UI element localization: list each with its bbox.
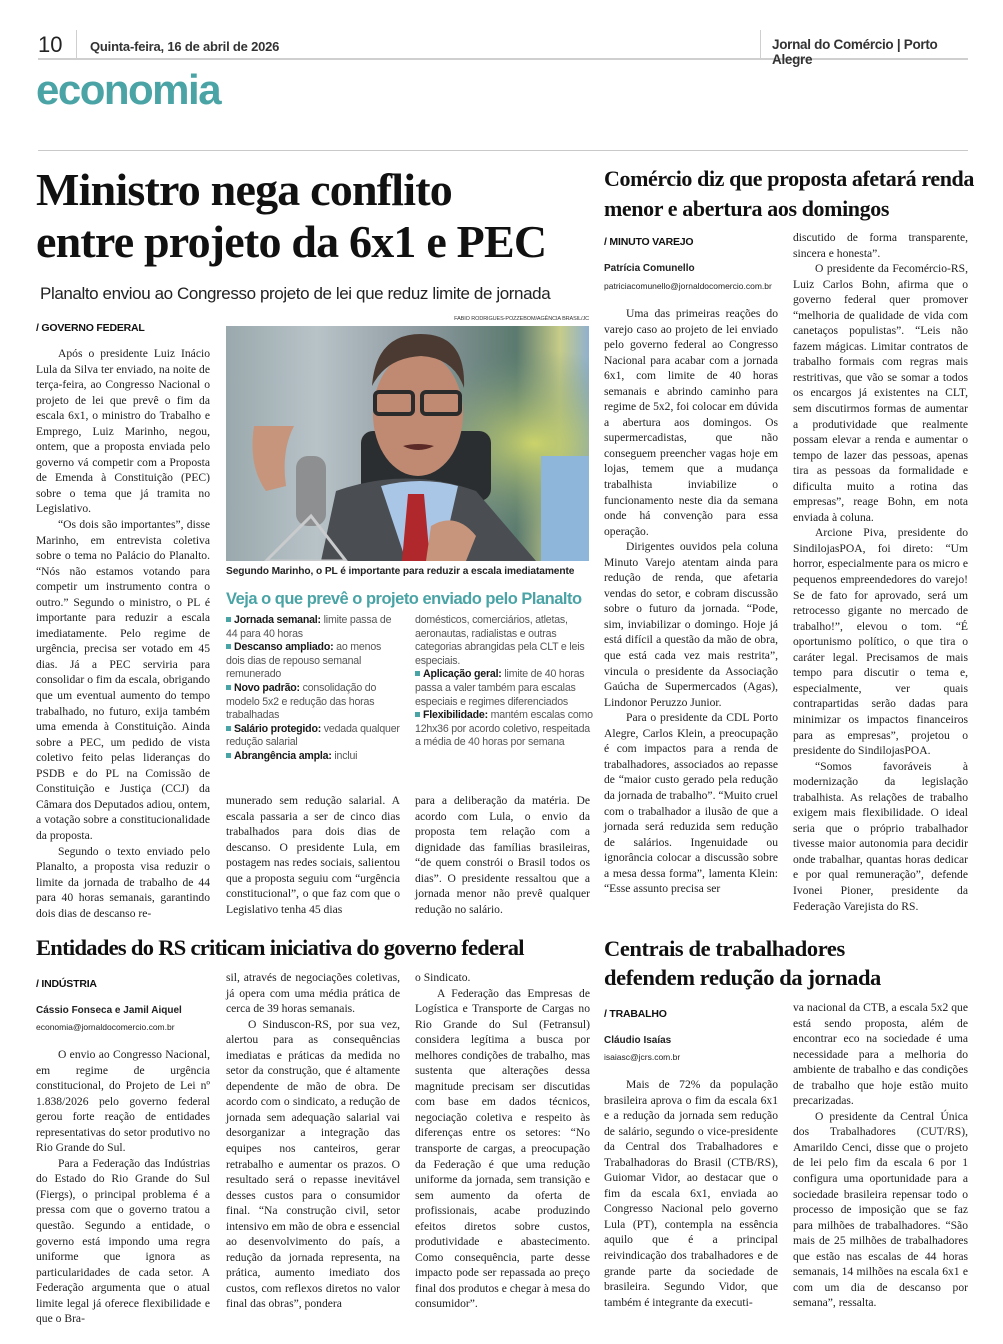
info-item-label: Flexibilidade: xyxy=(423,709,488,722)
section-title: economia xyxy=(36,66,221,113)
paragraph: Mais de 72% da população brasileira aprova o fim da escala 6x1 e a redução da jornada sem redução de salário, segundo o vice-presidente da Central dos Trabalhadores e Trabalhadoras do Brasil (CTB/RS), Guiomar Vidor, ao destacar que o fim da escala 6x1, enviada ao Congresso Nacional pelo governo Lula (PT), contempla na essência aquilo que é a principal reivindicação dos trabalhadores e de grande parte da sociedade de brasileira. Segundo Vidor, que também é integrante da executi- xyxy=(604,1078,778,1309)
square-bullet-icon xyxy=(226,644,231,649)
entidades-kicker: / INDÚSTRIA xyxy=(36,978,97,990)
paragraph: munerado sem redução salarial. A escala passaria a ser de cinco dias trabalhados para dois dias de descanso. O presidente Lula, em postagem nas redes sociais, salientou que a proposta seguiu com “urgência constitucional”, o que faz com que o Legislativo tenha 45 dias xyxy=(226,794,400,916)
paragraph: va nacional da CTB, a escala 5x2 que está sendo proposta, além de encontrar eco na sociedade é uma necessidade para a melhoria do ambiente de trabalho e das condições de trabalho que hoje estão muito precarizadas. xyxy=(793,1001,968,1108)
info-box-continuation: domésticos, comerciários, atletas, aeronautas, radialistas e outras categorias abrangidas pela CLT e leis especiais. xyxy=(415,614,585,667)
newspaper-name: Jornal do Comércio | Porto Alegre xyxy=(772,37,938,67)
main-article-col3 xyxy=(415,793,590,917)
main-subheadline: Planalto enviou ao Congresso projeto de lei que reduz limite de jornada xyxy=(40,284,551,303)
centrais-headline xyxy=(604,934,974,992)
paragraph: para a deliberação da matéria. De acordo com Lula, o envio da proposta tem relação com a dignidade das famílias brasileiras, “de quem constrói o Brasil todos os dias”. O presidente ressaltou que a jornada menor não prevê qualquer redução no salário. xyxy=(415,794,590,916)
main-headline xyxy=(36,164,596,268)
info-box-title: Veja o que prevê o projeto enviado pelo Planalto xyxy=(226,590,582,608)
paragraph: Dirigentes ouvidos pela coluna Minuto Varejo atentam ainda para redução de renda, que afetaria vendas do setor, e cobram discussão sobre o futuro da jornada. “Pode, sim, inviabilizar o domingo. Hoje já está difícil a questão da mão de obra, que está cada vez mais restrita”, vincula o presidente da Associação Gaúcha de Supermercados (Agas), Lindonor Peruzzo Junior. xyxy=(604,540,778,709)
square-bullet-icon xyxy=(415,671,420,676)
main-headline-line: Ministro nega conflito xyxy=(36,164,452,215)
info-item-text: consolidação do modelo 5x2 e redução das horas trabalhadas xyxy=(226,681,377,722)
paragraph: Para a Federação das Indústrias do Estado do Rio Grande do Sul (Fiergs), o principal problema é a pressa com que o governo tratou a questão. Segundo a entidade, o governo está impondo uma regra uniforme que ignora as particularidades de cada setor. A Federação argumenta que o atual limite legal já oferece flexibilidade e que o Bra- xyxy=(36,1156,210,1326)
paragraph: Após o presidente Luiz Inácio Lula da Silva ter enviado, na noite de terça-feira, ao Congresso Nacional o projeto de lei que prevê o fim da escala 6x1, o ministro do Trabalho e Emprego, Luiz Marinho, negou, ontem, que a proposta enviada pelo governo vá competir com a Proposta de Emenda à Constituição (PEC) sobre o tema que já tramita no Legislativo. xyxy=(36,347,210,516)
square-bullet-icon xyxy=(226,726,231,731)
paragraph: Segundo o texto enviado pelo Planalto, a proposta visa reduzir o limite da jornada de trabalho de 44 para 40 horas semanais, garantindo dois dias de descanso re- xyxy=(36,844,210,920)
comercio-author: Patrícia Comunello xyxy=(604,263,695,274)
paragraph: O envio ao Congresso Nacional, em regime de urgência constitucional, do Projeto de Lei nº 1.838/2026 pelo governo federal gerou forte reação de entidades representativas do setor produtivo no Rio Grande do Sul. xyxy=(36,1048,210,1155)
comercio-col1 xyxy=(604,306,778,897)
info-box-item xyxy=(226,723,401,750)
paragraph: Para o presidente da CDL Porto Alegre, Carlos Klein, a preocupação é com impactos para a renda de trabalhadores, associados ao repasse de “maior custo gerado pela redução da jornada de trabalho”. “Muito cruel com o trabalhador a ilusão de que a jornada será reduzida sem redução de salários. Ingenuidade ou ignorância colocar a discussão sobre a mesa dessa forma”, lamenta Klein: “Esse assunto precisa ser xyxy=(604,711,778,896)
info-box-col-left xyxy=(226,614,401,764)
header-divider xyxy=(76,30,77,58)
square-bullet-icon xyxy=(415,712,420,717)
paragraph: o Sindicato. xyxy=(415,971,471,984)
entidades-col1 xyxy=(36,1047,210,1327)
info-box-item xyxy=(226,750,401,764)
info-item-text: limite de 40 horas passa a valer também para escalas especiais e regimes diferenciados xyxy=(415,668,585,708)
paragraph: A Federação das Empresas de Logística e Transporte de Cargas no Rio Grande do Sul (Fetransul) considera legítima a busca por melhores condições de trabalho, mas sustenta que alterações dessa magnitude precisam ser discutidas com base em dados técnicos, negociação coletiva e respeito às diferenças entre os setores: “No transporte de cargas, a preocupação da Federação é que uma redução uniforme da jornada, sem transição e sem aumento da oferta de profissionais, acabe produzindo efeitos diretos sobre custos, produtividade e abastecimento. Como consequência, parte desse impacto pode ser repassada ao preço final dos produtos e chegar à mesa do consumidor”. xyxy=(415,986,590,1311)
comercio-col2 xyxy=(793,230,968,914)
info-box-item xyxy=(226,682,401,723)
paragraph: “Somos favoráveis à modernização da legislação trabalhista. As relações de trabalho exigem mais flexibilidade. O ideal seria que o próprio trabalhador tivesse maior autonomia para decidir onde trabalhar, quantas horas dedicar e por qual remuneração”, defende Ivonei Pioner, presidente da Federação Varejista do RS. xyxy=(793,759,968,913)
info-item-label: Novo padrão: xyxy=(234,681,300,694)
centrais-kicker: / TRABALHO xyxy=(604,1008,667,1020)
comercio-kicker: / MINUTO VAREJO xyxy=(604,236,694,248)
photo-credit: FABIO RODRIGUES-POZZEBOM/AGÊNCIA BRASIL/JC xyxy=(454,316,589,322)
info-box-item xyxy=(226,614,401,641)
entidades-col2 xyxy=(226,970,400,1312)
paragraph: O presidente da Fecomércio-RS, Luiz Carlos Bohn, afirma que o governo federal quer promover “melhoria de qualidade de vida com canetaços populistas”. “Leis não fazem mágicas. Limitar contratos de trabalho formais com regras mais restritivas, que vão se somar a todos os encargos já existentes na CLT, sem discutirmos formas de aumentar a produtividade que realmente possam elevar a renda e aumentar o tempo de lazer das pessoas, apenas tira as pessoas da formalidade e dificulta muito a rotina das empresas”, reage Bohn, em nota enviada à coluna. xyxy=(793,262,968,524)
main-kicker: / GOVERNO FEDERAL xyxy=(36,322,145,334)
centrais-col2 xyxy=(793,1000,968,1311)
main-article-col1 xyxy=(36,346,210,921)
info-item-label: Descanso ampliado: xyxy=(234,641,334,654)
info-item-text: vedada qualquer redução salarial xyxy=(226,722,400,749)
info-item-text: mantém escalas como 12hx36 por acordo coletivo, respeitada a média de 40 horas por semana xyxy=(415,709,593,749)
paragraph: Uma das primeiras reações do varejo caso ao projeto de lei enviado pelo governo federal ao Congresso Nacional para acabar com a jornada 6x1, com limite de 40 horas semanais e abrindo caminho para regime de 5x2, foi colocar em dúvida a abertura aos domingos. Os supermercadistas, que não conseguem preencher vagas hoje em lojas, temem que a mudança trabalhista inviabilize o funcionamento neste dia da semana onde há convenção para essa operação. xyxy=(604,307,778,538)
info-box-item xyxy=(415,709,595,750)
info-item-text: inclui xyxy=(331,749,358,762)
info-item-text: ao menos dois dias de repouso semanal remunerado xyxy=(226,641,382,681)
main-article-col2 xyxy=(226,793,400,917)
paragraph: O Sinduscon-RS, por sua vez, alertou para as consequências imediatas e práticas da medida no setor da construção, que é altamente dependente de mão de obra. De acordo com o sindicato, a redução de jornada sem adequação salarial vai desorganizar a integração das equipes nos canteiros, gerar retrabalho e aumentar os prazos. O resultado será o repasse inevitável desses custos para o consumidor final. “Na construção civil, setor intensivo em mão de obra e essencial ao desenvolvimento do país, a redução da jornada representa, na prática, aumento imediato dos custos, com reflexos diretos no valor final das obras”, pondera xyxy=(226,1017,400,1311)
entidades-author: Cássio Fonseca e Jamil Aiquel xyxy=(36,1005,182,1016)
info-item-label: Aplicação geral: xyxy=(423,668,502,681)
section-rule xyxy=(38,150,968,151)
info-item-label: Jornada semanal: xyxy=(234,614,321,626)
centrais-email[interactable]: isaiasc@jcrs.com.br xyxy=(604,1052,681,1062)
comercio-headline: Comércio diz que proposta afetará renda menor e abertura aos domingos xyxy=(604,166,974,221)
square-bullet-icon xyxy=(226,753,231,758)
paragraph: “Os dois são importantes”, disse Marinho, em entrevista coletiva sobre o tema no Palácio do Planalto. “Nós não estamos votando para competir um instrumento contra o outro.” Segundo o ministro, o PL é importante para reduzir a escala imediatamente. Pelo regime de urgência, precisa ser votado em 45 dias. Já a PEC serviria para consolidar o fim da escala, obrigando que um eventual aumento do tempo trabalhado, no futuro, exija também uma emenda à Constituição. Ainda sobre a PEC, um pedido de vista coletivo feito pelas lideranças do PSDB e do PL na Comissão de Constituição e Justiça (CCJ) da Câmara dos Deputados adiou, ontem, a votação sobre a constitucionalidade da proposta. xyxy=(36,518,210,842)
centrais-col1 xyxy=(604,1077,778,1310)
info-box-col-right xyxy=(415,614,595,750)
minister-portrait-illustration xyxy=(226,326,589,561)
header-divider xyxy=(760,30,761,58)
info-item-text: limite passa de 44 para 40 horas xyxy=(226,614,392,640)
info-item-label: Abrangência ampla: xyxy=(234,749,332,762)
publication-date: Quinta-feira, 16 de abril de 2026 xyxy=(90,39,280,54)
paragraph: sil, através de negociações coletivas, já opera com uma média prática de cerca de 39 horas semanais. xyxy=(226,971,400,1016)
centrais-headline-line: Centrais de trabalhadores xyxy=(604,936,845,961)
square-bullet-icon xyxy=(226,685,231,690)
info-item-label: Salário protegido: xyxy=(234,722,322,735)
paragraph: O presidente da Central Única dos Trabalhadores (CUT/RS), Amarildo Cenci, disse que o projeto de lei pelo fim da escala 6 por 1 configura uma oportunidade para a sociedade brasileira repensar todo o processo de imposição que se faz para milhões de trabalhadores. “São mais de 25 milhões de trabalhadores que estão nas escalas de 44 horas semanais, 14 milhões na escala 6x1 e com um dia de descanso por semana”, ressalta. xyxy=(793,1109,968,1310)
main-headline-line: entre projeto da 6x1 e PEC xyxy=(36,216,547,267)
entidades-email[interactable]: economia@jornaldocomercio.com.br xyxy=(36,1022,175,1032)
paragraph: discutido de forma transparente, sincera e honesta”. xyxy=(793,231,968,260)
photo-caption: Segundo Marinho, o PL é importante para reduzir a escala imediatamente xyxy=(226,566,575,577)
entidades-col3 xyxy=(415,970,590,1312)
centrais-headline-line: defendem redução da jornada xyxy=(604,965,881,990)
page-header xyxy=(38,30,968,67)
photo-minister xyxy=(226,326,589,561)
page-number: 10 xyxy=(38,32,63,57)
entidades-headline: Entidades do RS criticam iniciativa do governo federal xyxy=(36,935,524,960)
info-box-item xyxy=(415,668,595,709)
comercio-email[interactable]: patriciacomunello@jornaldocomercio.com.br xyxy=(604,281,772,291)
info-box-item xyxy=(226,641,401,682)
paragraph: Arcione Piva, presidente do SindilojasPOA, foi direto: “Um horror, especialmente para os micro e pequenos empreendedores do varejo! Se de fato for aprovado, será um retrocesso gigante no mercado de trabalho!”, elevou o tom. “É oportunismo político, o que tira o caráter legal. Precisamos de mais tempo para discutir o tema e, especialmente, ver quais contrapartidas serão dadas para minimizar os impactos financeiros para as empresas”, projetou o presidente do SindilojasPOA. xyxy=(793,526,968,758)
square-bullet-icon xyxy=(226,617,231,622)
centrais-author: Cláudio Isaías xyxy=(604,1035,672,1046)
